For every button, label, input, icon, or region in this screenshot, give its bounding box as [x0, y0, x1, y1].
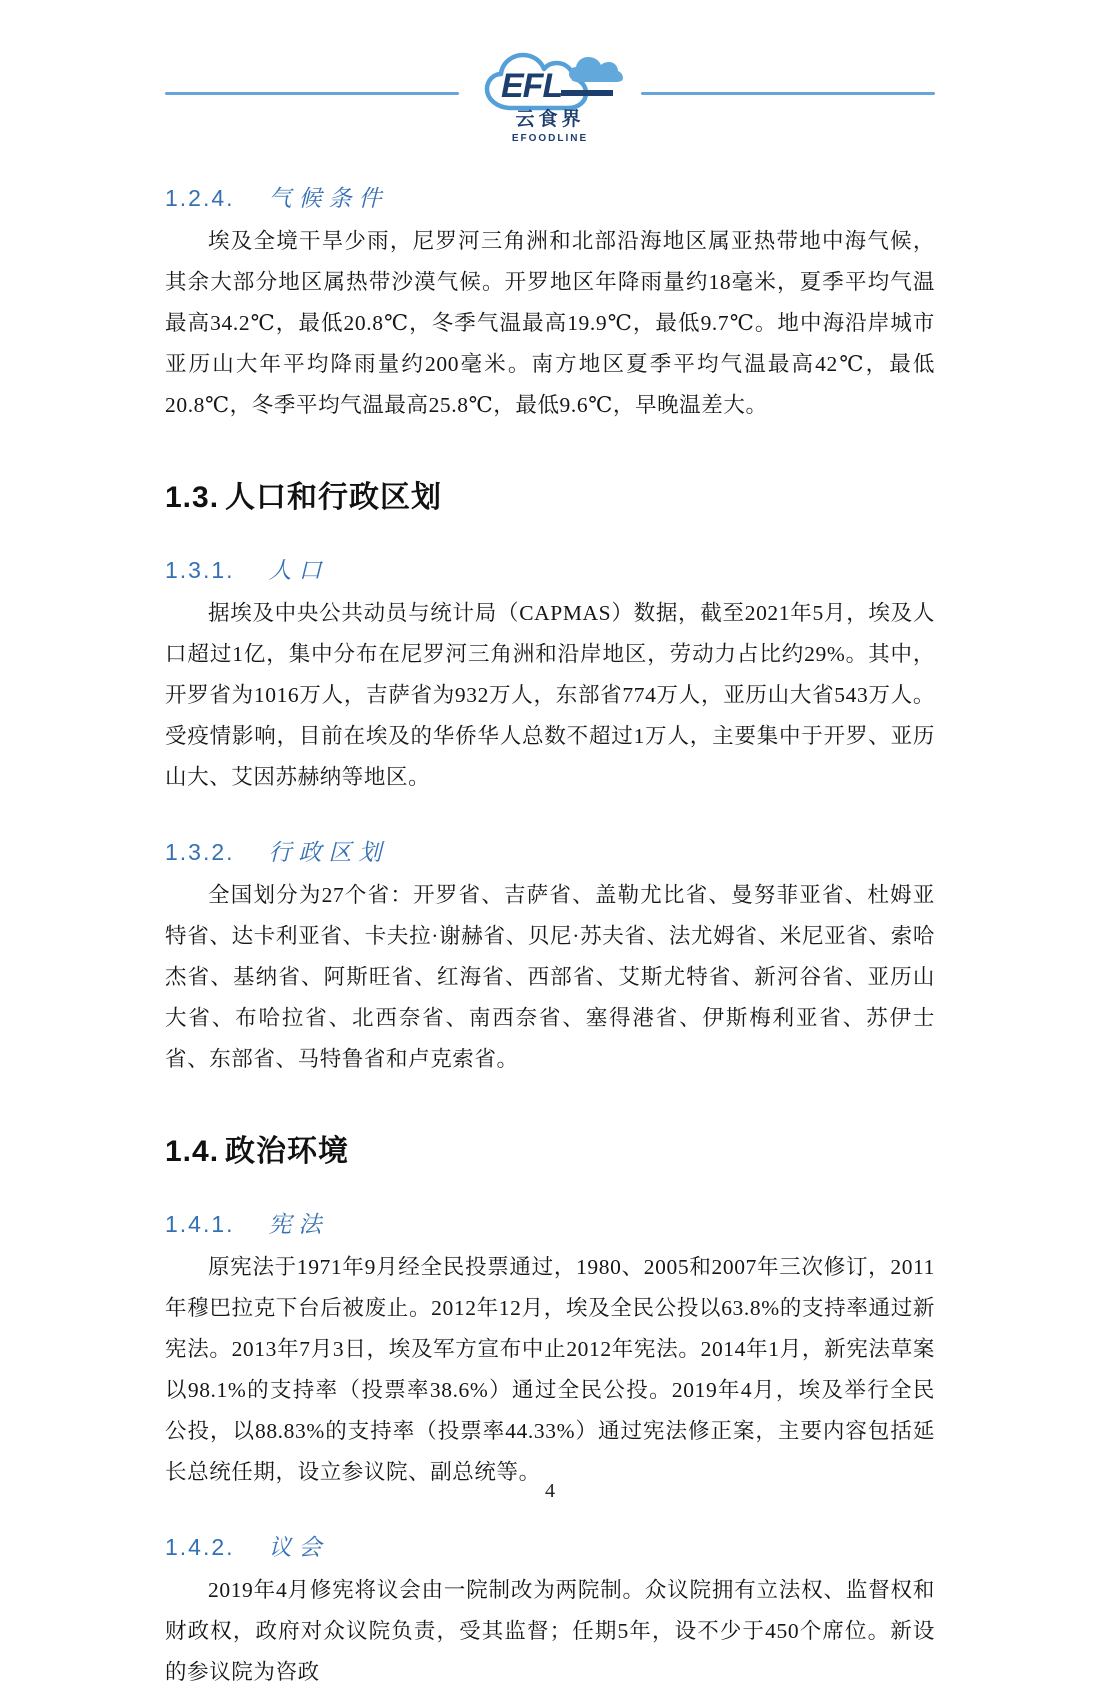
logo-text-chinese: 云食界	[515, 109, 585, 130]
subsection-heading-1-3-2	[165, 834, 935, 867]
logo-text-efl: EFL	[501, 67, 563, 105]
paragraph-climate: 埃及全境干旱少雨，尼罗河三角洲和北部沿海地区属亚热带地中海气候，其余大部分地区属热带沙漠气候。开罗地区年降雨量约18毫米，夏季平均气温最高34.2℃，最低20.8℃，冬季气温最高19.9℃，最低9.7℃。地中海沿岸城市亚历山大年平均降雨量约200毫米。南方地区夏季平均气温最高42℃，最低20.8℃，冬季平均气温最高25.8℃，最低9.6℃，早晚温差大。	[165, 228, 935, 417]
subsection-heading-1-2-4	[165, 180, 935, 213]
section-heading-1-4	[165, 1126, 935, 1170]
subsection-number: 1.2.4.	[165, 184, 235, 211]
paragraph-admin-divisions: 全国划分为27个省：开罗省、吉萨省、盖勒尤比省、曼努菲亚省、杜姆亚特省、达卡利亚省、卡夫拉·谢赫省、贝尼·苏夫省、法尤姆省、米尼亚省、索哈杰省、基纳省、阿斯旺省、红海省、西部省、艾斯尤特省、新河谷省、亚历山大省、布哈拉省、北西奈省、南西奈省、塞得港省、伊斯梅利亚省、苏伊士省、东部省、马特鲁省和卢克索省。	[165, 882, 935, 1071]
section-title: 人口和行政区划	[225, 480, 443, 514]
cloud-logo-icon	[475, 48, 625, 114]
page-number: 4	[545, 1480, 555, 1502]
section-heading-1-3	[165, 472, 935, 516]
subsection-title: 气候条件	[268, 185, 389, 211]
logo-underline	[561, 90, 613, 96]
subsection-heading-1-4-2	[165, 1529, 935, 1562]
efoodline-logo	[465, 48, 635, 144]
logo-text-english: EFOODLINE	[511, 132, 589, 144]
subsection-heading-1-3-1	[165, 552, 935, 585]
page-header	[165, 48, 935, 144]
paragraph-constitution: 原宪法于1971年9月经全民投票通过，1980、2005和2007年三次修订，2011年穆巴拉克下台后被废止。2012年12月，埃及全民公投以63.8%的支持率通过新宪法。2013年7月3日，埃及军方宣布中止2012年宪法。2014年1月，新宪法草案以98.1%的支持率（投票率38.6%）通过全民公投。2019年4月，埃及举行全民公投，以88.83%的支持率（投票率44.33%）通过宪法修正案，主要内容包括延长总统任期，设立参议院、副总统等。	[165, 1254, 935, 1484]
subsection-number: 1.4.2.	[165, 1533, 235, 1560]
header-rule-left	[165, 92, 459, 95]
section-number: 1.4.	[165, 1134, 220, 1168]
section-title: 政治环境	[225, 1134, 350, 1168]
header-rule-right	[641, 92, 935, 95]
subsection-title: 宪法	[268, 1211, 329, 1237]
paragraph-population: 据埃及中央公共动员与统计局（CAPMAS）数据，截至2021年5月，埃及人口超过1亿，集中分布在尼罗河三角洲和沿岸地区，劳动力占比约29%。其中，开罗省为1016万人，吉萨省为932万人，东部省774万人，亚历山大省543万人。受疫情影响，目前在埃及的华侨华人总数不超过1万人，主要集中于开罗、亚历山大、艾因苏赫纳等地区。	[165, 600, 935, 789]
subsection-number: 1.4.1.	[165, 1210, 235, 1237]
paragraph-parliament: 2019年4月修宪将议会由一院制改为两院制。众议院拥有立法权、监督权和财政权，政府对众议院负责，受其监督；任期5年，设不少于450个席位。新设的参议院为咨政	[165, 1577, 935, 1684]
subsection-heading-1-4-1	[165, 1206, 935, 1239]
subsection-title: 人口	[268, 557, 329, 583]
subsection-title: 行政区划	[268, 839, 389, 865]
section-number: 1.3.	[165, 480, 220, 514]
subsection-number: 1.3.2.	[165, 838, 235, 865]
subsection-title: 议会	[268, 1534, 329, 1560]
subsection-number: 1.3.1.	[165, 556, 235, 583]
